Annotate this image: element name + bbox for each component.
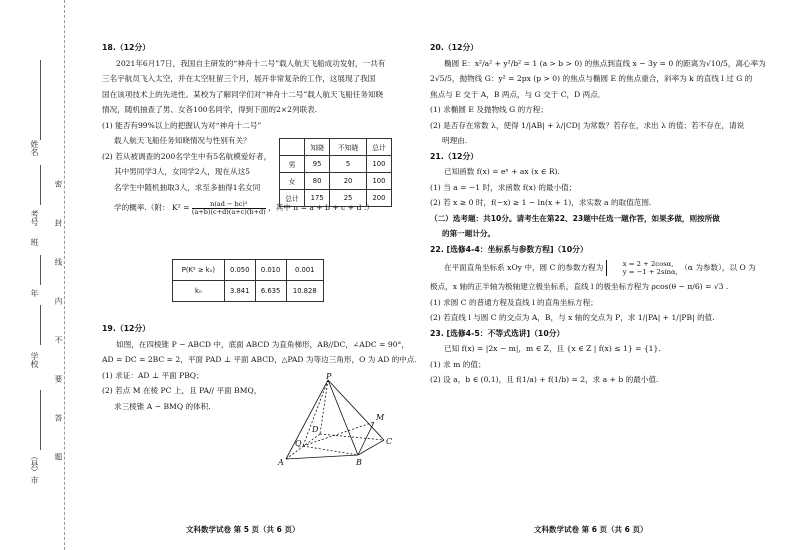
edge-pa xyxy=(286,380,328,459)
q20-l2a: 2√5/5 xyxy=(430,74,452,83)
q21-line-1: 已知函数 f(x) = eˣ + ax (x ∈ R). xyxy=(444,167,560,176)
right-footer: 文科数学试卷 第 6 页（共 6 页） xyxy=(534,525,648,534)
q21-line-3: (2) 若 x ≥ 0 时，f(−x) ≥ 1 − ln(x + 1)，求实数 a 的取值范围. xyxy=(430,198,652,207)
q20-line-6: 明理由. xyxy=(442,136,468,145)
q19-line-1: 如图，在四棱锥 P − ABCD 中，底面 ABCD 为直角梯形，AB//DC，∠ADC = 90°， xyxy=(116,339,409,349)
label-b: B xyxy=(356,458,362,467)
q18-intro-3: 国在该项技术上的先进性。某校为了解同学们对“神舟十二号”载人航天飞船任务知晓 xyxy=(102,89,384,99)
critical-value-table xyxy=(172,259,324,302)
edge-ad xyxy=(286,434,320,459)
q23-line-2: (1) 求 m 的值； xyxy=(430,359,486,369)
q22-param-x: x = 2 + 2cosα, xyxy=(622,260,674,268)
city-line xyxy=(40,390,41,450)
school-label: 学校 xyxy=(30,352,39,368)
q20-line-3: 焦点与 E 交于 A，B 两点，与 G 交于 C，D 两点． xyxy=(430,89,606,99)
q18-header: 18.（12分） xyxy=(102,43,151,52)
table-cell: 5 xyxy=(330,156,367,173)
name-line xyxy=(40,60,41,140)
q22-line-2: 极点，x 轴的正半轴为极轴建立极坐标系，直线 l 的极坐标方程为 ρcos(θ − π/6) = √3 . xyxy=(430,282,729,291)
table-cell: 总计 xyxy=(280,190,305,207)
q21-header: 21.（12分） xyxy=(430,151,479,161)
q21-line-2: (1) 当 a = −1 时，求函数 f(x) 的最小值； xyxy=(430,182,577,192)
q18-part1-a: (1) 能否有99%以上的把握认为对“神舟十二号” xyxy=(102,120,262,130)
table-row xyxy=(280,190,392,207)
edge-pb xyxy=(328,380,358,455)
q18-part2-d: 学的概率.（附： xyxy=(114,203,170,212)
q22-header: 22. [选修4-4：坐标系与参数方程]（10分） xyxy=(430,244,588,254)
table-cell: 175 xyxy=(305,190,330,207)
label-d: D xyxy=(312,425,319,434)
q19-header: 19.（12分） xyxy=(102,324,151,333)
label-p: P xyxy=(326,372,332,381)
table-cell: 100 xyxy=(366,173,391,190)
q18-part2-a: (2) 若从被调查的200名学生中有5名航模爱好者， xyxy=(102,151,272,161)
q20-l1c: √10/5 xyxy=(705,58,728,68)
table-cell: 20 xyxy=(330,173,367,190)
table-cell: 0.050 xyxy=(224,260,255,281)
q19-line-4: (2) 若点 M 在棱 PC 上，且 PA// 平面 BMQ， xyxy=(102,386,262,395)
q18-part1-b: 载人航天飞船任务知晓情况与性别有关？ xyxy=(114,136,251,145)
seal-text: 密 封 线 内 不 要 答 题 xyxy=(54,180,63,473)
table-row xyxy=(173,260,324,281)
table-cell: k₀ xyxy=(173,281,225,302)
table-cell: 95 xyxy=(305,156,330,173)
q22-l1a: 在平面直角坐标系 xOy 中，圆 C 的参数方程为 xyxy=(444,263,604,272)
table-cell: 男 xyxy=(280,156,305,173)
table-cell: 100 xyxy=(366,156,391,173)
exam-no-label: 考号 xyxy=(30,210,39,226)
q22-line-4: (2) 若直线 l 与圆 C 的交点为 A，B，与 x 轴的交点为 P，求 1/|PA| + 1/|PB| 的值. xyxy=(430,313,715,322)
table-cell: P(K² ≥ k₀) xyxy=(173,260,225,281)
table-cell: 25 xyxy=(330,190,367,207)
edge-qb xyxy=(303,446,358,455)
k2-lhs: K² = xyxy=(172,203,190,212)
q22-line-1 xyxy=(430,257,770,279)
city-label: （县）市 xyxy=(30,452,39,484)
q22-line-3: (1) 求圆 C 的普通方程及直线 l 的直角坐标方程； xyxy=(430,297,598,307)
label-c: C xyxy=(386,437,393,446)
exam-no-line xyxy=(40,165,41,205)
q18-intro-2: 三名宇航员飞入太空，并在太空驻留三个月，展开非常复杂的工作，这展现了我国 xyxy=(102,74,376,83)
q20-l1d: ，离心率为 xyxy=(727,58,766,68)
contingency-header-row xyxy=(280,139,392,156)
table-cell: 0.010 xyxy=(255,260,286,281)
edge-pq xyxy=(303,380,328,446)
q18-intro-4: 情况，随机抽查了男、女各100名同学，得到下面的2×2列联表. xyxy=(102,105,318,114)
q19-line-5: 求三棱锥 A − BMQ 的体积. xyxy=(114,401,211,411)
q23-line-3: (2) 设 a，b ∈ (0,1)，且 f(1/a) + f(1/b) = 2，求 a + b 的最小值. xyxy=(430,375,659,384)
table-cell: 200 xyxy=(366,190,391,207)
table-cell xyxy=(280,139,305,156)
label-a: A xyxy=(278,458,284,467)
k2-denominator: (a+b)(c+d)(a+c)(b+d) xyxy=(191,207,266,216)
q22-l1d: （α 为参数），以 O 为 xyxy=(680,263,756,272)
q20-header: 20.（12分） xyxy=(430,43,479,52)
table-cell: 6.635 xyxy=(255,281,286,302)
q20-l1a: 椭圆 E： xyxy=(444,58,475,68)
table-cell: 知晓 xyxy=(305,139,330,156)
q20-l2b: ，抛物线 G：y² = 2px (p > 0) 的焦点与椭圆 E 的焦点重合，斜率为 k 的直线 l 过 G 的 xyxy=(451,74,753,83)
q20-line-5: (2) 是否存在常数 λ，使得 1/|AB| + λ/|CD| 为常数？若存在，求出 λ 的值；若不存在，请说 xyxy=(430,120,745,130)
q22-param-y: y = −1 + 2sinα, xyxy=(622,268,678,276)
k2-tail: ，其中 n = a + b + c + d .） xyxy=(268,203,374,212)
k2-fraction xyxy=(192,201,266,216)
q19-line-3: (1) 求证：AD ⊥ 平面 PBQ； xyxy=(102,370,204,380)
table-cell: 80 xyxy=(305,173,330,190)
left-footer: 文科数学试卷 第 5 页（共 6 页） xyxy=(186,525,300,534)
grade-line xyxy=(40,255,41,285)
label-m: M xyxy=(376,413,385,422)
grade-label: 年 xyxy=(30,289,39,297)
q23-header: 23. [选修4-5：不等式选讲]（10分） xyxy=(430,328,565,338)
table-cell: 女 xyxy=(280,173,305,190)
table-cell: 不知晓 xyxy=(330,139,367,156)
contingency-table xyxy=(279,138,392,207)
select-note-1: （二）选考题：共10分。请考生在第22、23题中任选一题作答，如果多做，则按所做 xyxy=(430,213,720,223)
q18-part2-b: 其中男同学3人，女同学2人，现在从这5 xyxy=(114,167,250,176)
edge-ab xyxy=(286,455,358,459)
q22-param-system xyxy=(606,260,678,276)
table-cell: 0.001 xyxy=(286,260,323,281)
pyramid-figure xyxy=(276,372,394,467)
school-line xyxy=(40,305,41,345)
q20-line-4: (1) 求椭圆 E 及抛物线 G 的方程； xyxy=(430,105,548,114)
table-row xyxy=(280,156,392,173)
table-row xyxy=(280,173,392,190)
name-label: 姓名 xyxy=(30,140,39,156)
table-cell: 3.841 xyxy=(224,281,255,302)
class-label: 班 xyxy=(30,238,39,246)
q23-line-1: 已知 f(x) = |2x − m|，m ∈ Z，且 {x ∈ Z | f(x) ≤ 1} = {1}. xyxy=(444,344,661,353)
table-cell: 总计 xyxy=(366,139,391,156)
right-page xyxy=(430,40,770,388)
q20-line-2 xyxy=(430,71,770,87)
q18-intro-1: 2021年6月17日，我国自主研发的“神舟十二号”载人航天飞船成功发射，一共有 xyxy=(116,58,386,68)
q20-l1b: x²/a² + y²/b² = 1 (a > b > 0) 的焦点到直线 x − 3y = 0 的距离为 xyxy=(474,58,706,68)
select-note-2: 的第一题计分。 xyxy=(442,229,496,238)
label-q: Q xyxy=(295,439,302,448)
q18-part2-c: 名学生中随机抽取3人，求至多抽得1名女同 xyxy=(114,182,261,192)
table-cell: 10.828 xyxy=(286,281,323,302)
edge-pc xyxy=(328,380,384,440)
q20-line-1 xyxy=(430,56,770,72)
k2-numerator: n(ad − bc)² xyxy=(192,201,266,209)
table-row xyxy=(173,281,324,302)
q19-line-2: AD = DC = 2BC = 2，平面 PAD ⊥ 平面 ABCD，△PAD 为等边三角形，O 为 AD 的中点. xyxy=(102,355,417,364)
